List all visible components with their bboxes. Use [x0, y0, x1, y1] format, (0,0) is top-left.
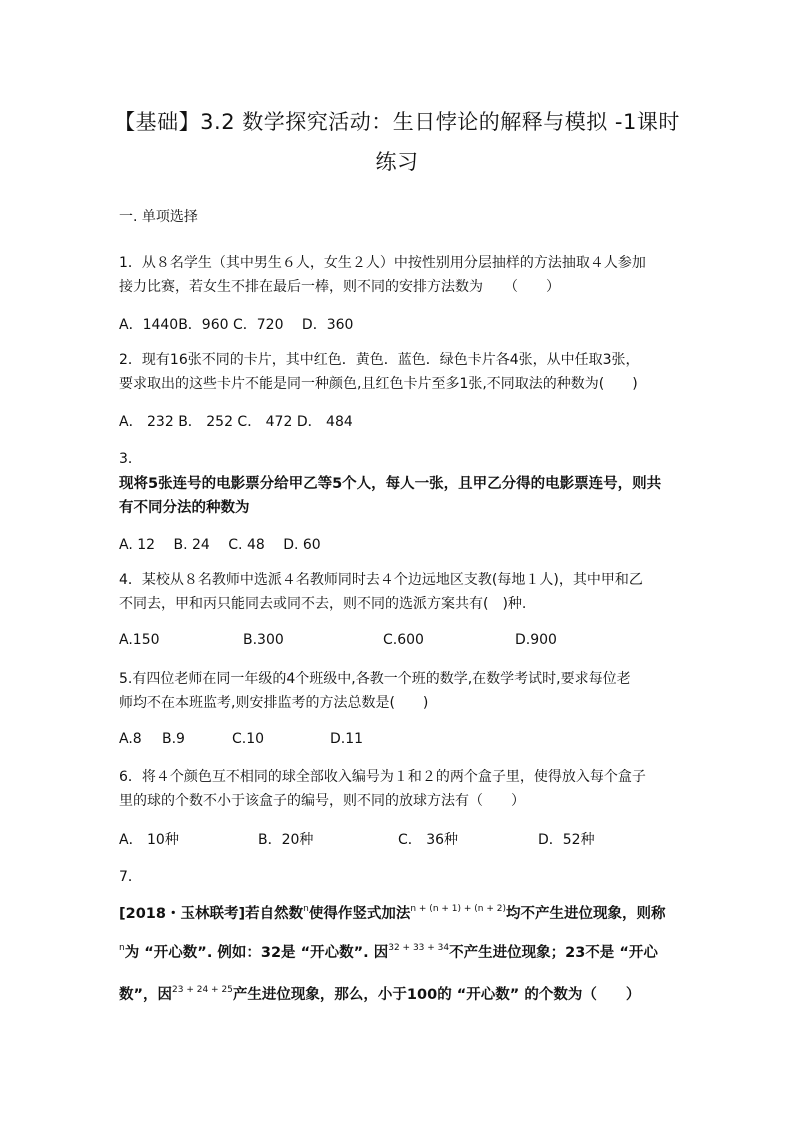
- q7-line-1-part-a: [2018・玉林联考]若自然数: [119, 906, 304, 922]
- q5-line-2: 师均不在本班监考,则安排监考的方法总数是( ): [119, 695, 429, 711]
- q3-number: 3．: [119, 451, 142, 467]
- q6-option-d: D．52种: [538, 832, 595, 848]
- q7-line-3-part-b: 产生进位现象，那么，小于100的 “开心数” 的个数为（ ）: [232, 987, 641, 1003]
- q2-options: A． 232 B． 252 C． 472 D． 484: [119, 414, 353, 430]
- q6-line-2: 里的球的个数不小于该盒子的编号，则不同的放球方法有（ ）: [119, 793, 525, 809]
- document-title-line-1: 【基础】3.2 数学探究活动：生日悖论的解释与模拟 -1课时: [114, 110, 680, 134]
- q7-line-2-part-a: 为 “开心数”. 例如：32是 “开心数”. 因: [124, 945, 389, 961]
- q7-line-2-part-b: 不产生进位现象；23不是 “开心: [449, 945, 658, 961]
- q5-option-d: D.11: [330, 731, 364, 747]
- q7-line-1-part-b: 使得作竖式加法: [308, 906, 411, 922]
- q4-option-a: A.150: [119, 632, 160, 648]
- q7-formula-sum: n + (n + 1) + (n + 2): [410, 904, 507, 914]
- q5-option-c: C.10: [232, 731, 265, 747]
- q6-option-a: A． 10种: [119, 832, 179, 848]
- q5-option-a: A.8: [119, 731, 142, 747]
- q5-option-b: B.9: [162, 731, 185, 747]
- q3-line-1: 现将5张连号的电影票分给甲乙等5个人，每人一张，且甲乙分得的电影票连号，则共: [119, 476, 662, 492]
- q6-option-c: C． 36种: [398, 832, 459, 848]
- q7-formula-n: n: [303, 904, 309, 914]
- q2-line-1: 2．现有16张不同的卡片，其中红色．黄色．蓝色．绿色卡片各4张，从中任取3张，: [119, 352, 640, 368]
- q5-line-1: 5.有四位老师在同一年级的4个班级中,各教一个班的数学,在数学考试时,要求每位老: [119, 671, 631, 687]
- q7-line-3: [119, 983, 640, 1004]
- section-heading: 一. 单项选择: [119, 209, 198, 225]
- q4-option-c: C.600: [383, 632, 424, 648]
- q7-formula-23-sum: 23 + 24 + 25: [172, 985, 233, 995]
- q7-line-3-part-a: 数”，因: [119, 987, 173, 1003]
- q3-line-2: 有不同分法的种数为: [119, 500, 250, 516]
- q7-line-1: [119, 902, 666, 923]
- document-title-line-2: 练习: [375, 150, 419, 174]
- q4-option-b: B.300: [243, 632, 284, 648]
- q4-line-2: 不同去，甲和丙只能同去或同不去，则不同的选派方案共有( )种.: [119, 596, 527, 612]
- q6-option-b: B．20种: [258, 832, 314, 848]
- q2-line-2: 要求取出的这些卡片不能是同一种颜色,且红色卡片至多1张,不同取法的种数为( ): [119, 376, 638, 392]
- q1-line-1: 1．从８名学生（其中男生６人，女生２人）中按性别用分层抽样的方法抽取４人参加: [119, 255, 646, 271]
- q1-line-2: 接力比赛，若女生不排在最后一棒，则不同的安排方法数为 （ ）: [119, 279, 560, 295]
- q7-line-1-part-c: 均不产生进位现象，则称: [506, 906, 666, 922]
- q6-line-1: 6．将４个颜色互不相同的球全部收入编号为１和２的两个盒子里，使得放入每个盒子: [119, 769, 646, 785]
- q7-number: 7．: [119, 869, 142, 885]
- q1-options: A．1440B．960 C．720 D．360: [119, 317, 354, 333]
- q7-line-2: [119, 941, 658, 962]
- q7-formula-n-2: n: [119, 943, 125, 953]
- q4-option-d: D.900: [515, 632, 557, 648]
- q3-options: A. 12 B. 24 C. 48 D. 60: [119, 537, 321, 553]
- q4-line-1: 4．某校从８名教师中选派４名教师同时去４个边远地区支教(每地１人)，其中甲和乙: [119, 572, 643, 588]
- q7-formula-32-sum: 32 + 33 + 34: [388, 943, 450, 953]
